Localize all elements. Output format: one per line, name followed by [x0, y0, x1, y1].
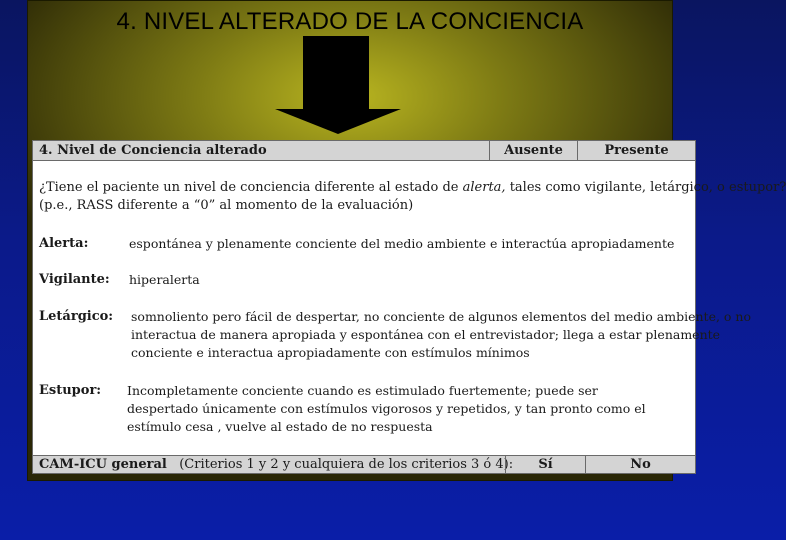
term-vigilante: Vigilante: [39, 272, 110, 287]
definition-line: despertado únicamente con estímulos vigorosos y repetidos, y tan pronto como el [127, 401, 646, 416]
definition-letargico [131, 308, 751, 362]
definition-line: espontánea y plenamente conciente del medio ambiente e interactúa apropiadamente [129, 236, 675, 251]
footer-no: No [585, 456, 695, 473]
term-alerta: Alerta: [39, 236, 89, 251]
definition-line: hiperalerta [129, 272, 200, 287]
term-estupor: Estupor: [39, 383, 102, 398]
footer-criteria: (Criterios 1 y 2 y cualquiera de los criterios 3 ó 4): [179, 457, 514, 472]
header-feature: 4. Nivel de Conciencia alterado [39, 143, 267, 158]
question-line-2: (p.e., RASS diferente a “0” al momento de la evaluación) [39, 198, 414, 213]
term-letargico: Letárgico: [39, 309, 114, 324]
header-present: Presente [577, 141, 695, 160]
footer-title: CAM-ICU general [39, 457, 167, 472]
definition-line: interactua de manera apropiada y espontánea con el entrevistador; llega a estar plenamente [131, 327, 721, 342]
assessment-table [32, 140, 786, 474]
question-text-start: ¿Tiene el paciente un nivel de conciencia diferente al estado de [39, 180, 463, 195]
definition-alerta [129, 235, 674, 253]
footer-yes: Sí [505, 456, 585, 473]
definition-vigilante [129, 271, 200, 289]
down-arrow-icon [275, 36, 401, 134]
definition-line: estímulo cesa , vuelve al estado de no respuesta [127, 419, 433, 434]
question-line-1 [39, 179, 786, 197]
definition-estupor [127, 382, 646, 436]
definition-line: conciente e interactua apropiadamente con estímulos mínimos [131, 345, 530, 360]
table-footer-row [33, 455, 695, 473]
slide-title: 4. NIVEL ALTERADO DE LA CONCIENCIA [116, 8, 584, 35]
header-absent: Ausente [489, 141, 577, 160]
definition-line: somnoliento pero fácil de despertar, no conciente de algunos elementos del medio ambiente, o no [131, 309, 751, 324]
definition-line: Incompletamente conciente cuando es estimulado fuertemente; puede ser [127, 383, 598, 398]
table-header-row [33, 141, 695, 161]
question-text-end: tales como vigilante, letárgico, o estupor? [505, 180, 786, 195]
footer-label [39, 456, 514, 473]
assessment-question [39, 179, 786, 215]
question-emphasis: alerta, [462, 180, 506, 195]
